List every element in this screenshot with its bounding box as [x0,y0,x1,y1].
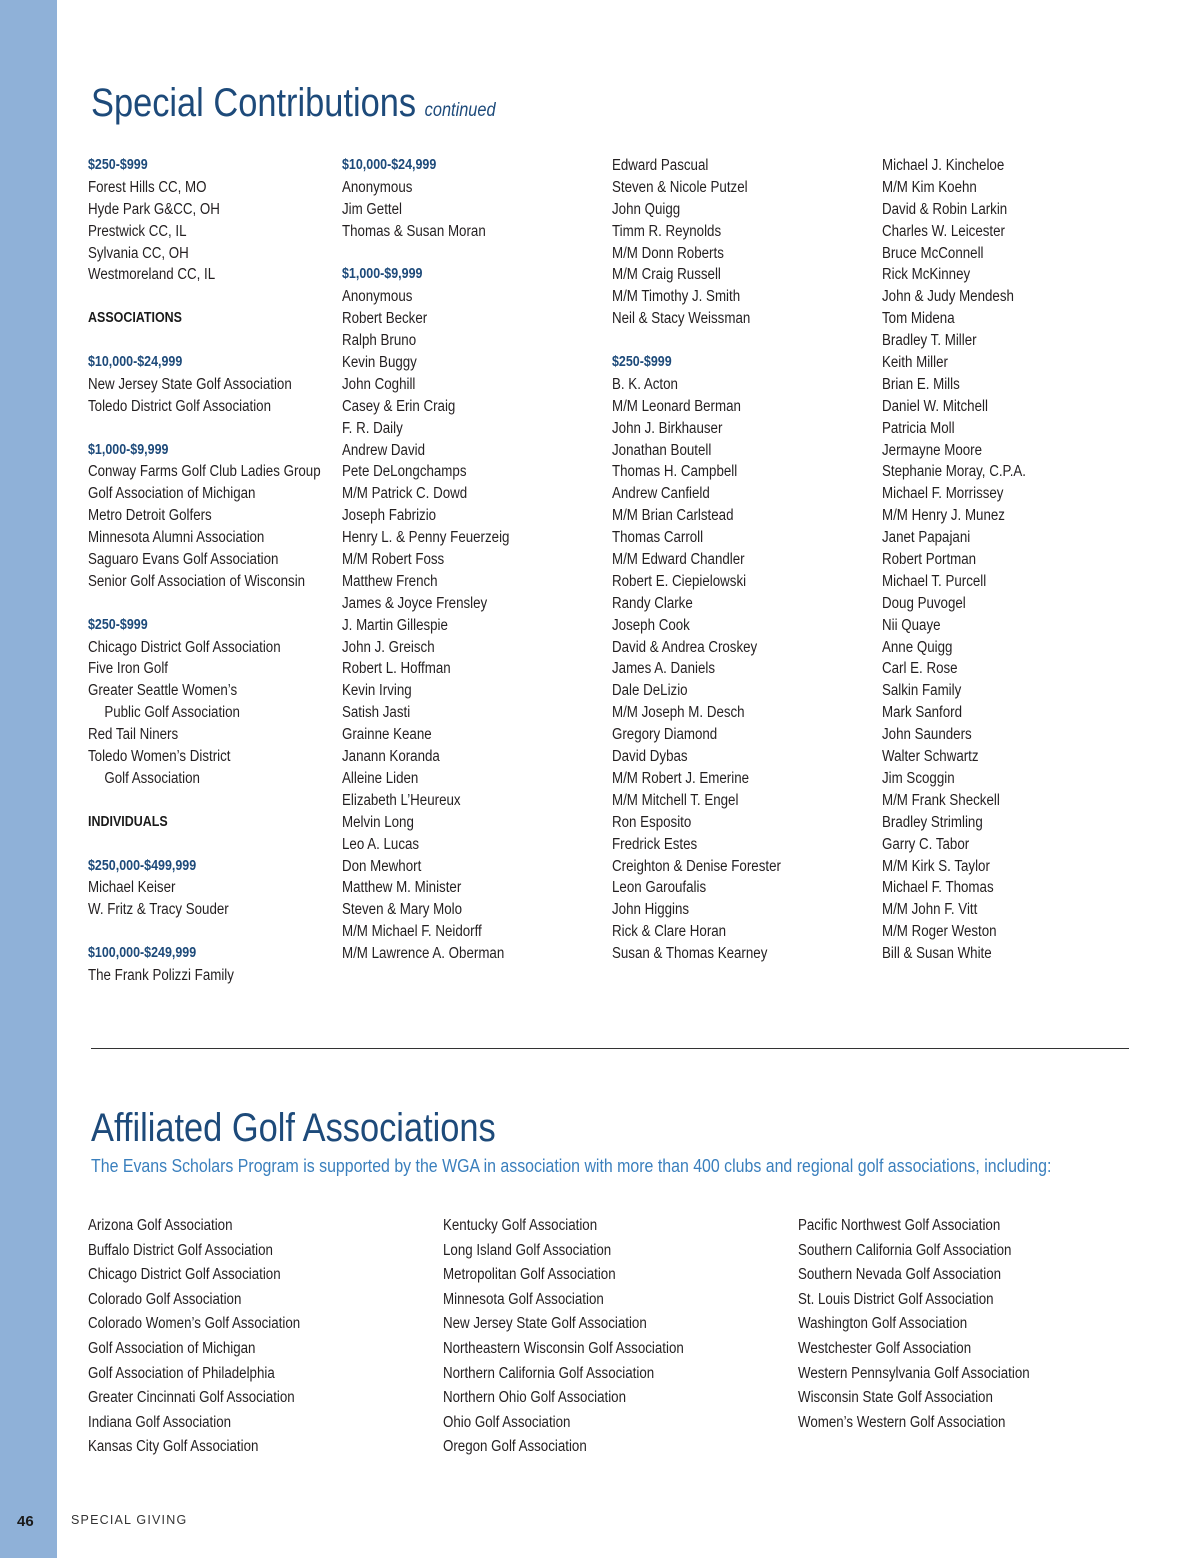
donor-name: John Saunders [882,726,972,744]
footer-section-label: SPECIAL GIVING [71,1513,188,1527]
donor-name: M/M Henry J. Munez [882,507,1005,525]
donor-name: Greater Seattle Women’s [88,682,238,700]
spacer [88,593,346,615]
donor-name: Michael T. Purcell [882,572,987,590]
donor-name: Pete DeLongchamps [342,463,467,481]
category-heading: INDIVIDUALS [88,813,168,830]
donor-name: M/M Kim Koehn [882,178,977,196]
donor-name: J. Martin Gillespie [342,616,448,634]
donor-name: John J. Birkhauser [612,419,723,437]
donor-name: Andrew David [342,441,425,459]
donor-name: M/M Michael F. Neidorff [342,923,482,941]
donor-name: Randy Clarke [612,594,693,612]
donor-name: Grainne Keane [342,726,432,744]
donor-name: David & Robin Larkin [882,200,1008,218]
donor-name: Melvin Long [342,813,414,831]
donor-name: Robert E. Ciepielowski [612,572,747,590]
spacer [88,921,346,943]
donor-name: Janet Papajani [882,529,971,547]
donor-name: M/M Craig Russell [612,266,721,284]
donor-name: Robert Portman [882,551,977,569]
donor-name: Golf Association of Michigan [88,485,256,503]
association-name: Northeastern Wisconsin Golf Association [443,1339,684,1357]
donor-name: Daniel W. Mitchell [882,397,988,415]
association-name: Colorado Women’s Golf Association [88,1315,301,1333]
donor-name: Jermayne Moore [882,441,983,459]
affiliated-title: Affiliated Golf Associations [91,1106,496,1150]
donor-name: Henry L. & Penny Feuerzeig [342,529,510,547]
donor-name: Ron Esposito [612,813,692,831]
association-name: Westchester Golf Association [798,1339,972,1357]
donor-name: Westmoreland CC, IL [88,266,216,284]
association-name: Kentucky Golf Association [443,1217,598,1234]
spacer [88,418,346,440]
giving-level-heading: $250-$999 [88,157,148,173]
association-name: Women’s Western Golf Association [798,1413,1006,1431]
donor-name: Edward Pascual [612,157,709,174]
donor-name: Jonathan Boutell [612,441,712,459]
association-name: Long Island Golf Association [443,1241,612,1259]
giving-level-heading: $10,000-$24,999 [342,157,437,173]
donor-name-continued: Public Golf Association [104,704,240,722]
donor-name: John Quigg [612,200,681,218]
donor-name: Joseph Cook [612,616,690,634]
association-name: Pacific Northwest Golf Association [798,1217,1001,1234]
spacer [342,243,600,265]
donor-name: M/M Roger Weston [882,923,997,941]
donor-name: John & Judy Mendesh [882,288,1014,306]
donor-name: F. R. Daily [342,419,403,437]
donor-name: Sylvania CC, OH [88,244,189,262]
donor-name: Brian E. Mills [882,375,960,393]
donor-name: M/M Patrick C. Dowd [342,485,468,503]
association-name: Metropolitan Golf Association [443,1266,616,1284]
donor-name: M/M Joseph M. Desch [612,704,745,722]
donor-name: Patricia Moll [882,419,955,437]
association-name: Southern California Golf Association [798,1241,1012,1259]
donor-name: Michael Keiser [88,879,176,897]
page-number: 46 [17,1513,34,1530]
affiliated-subtitle: The Evans Scholars Program is supported by the WGA in association with more than 400 clubs and regional golf associations, including: [91,1155,1052,1176]
donor-name: M/M Timothy J. Smith [612,288,741,306]
donor-name: Prestwick CC, IL [88,222,187,240]
donor-name: Rick McKinney [882,266,971,284]
association-name: Oregon Golf Association [443,1438,587,1456]
donor-name: Matthew French [342,572,438,590]
donor-name: Doug Puvogel [882,594,966,612]
donor-name: Leon Garoufalis [612,879,707,897]
association-name: Greater Cincinnati Golf Association [88,1389,295,1407]
donor-name: Don Mewhort [342,857,422,875]
donor-name: Creighton & Denise Forester [612,857,781,875]
donor-name: Leo A. Lucas [342,835,420,853]
donor-name: Forest Hills CC, MO [88,178,207,196]
donor-name: Keith Miller [882,354,948,372]
donor-name: Elizabeth L’Heureux [342,791,461,809]
donor-name: Janann Koranda [342,748,440,766]
donor-name: Chicago District Golf Association [88,638,281,656]
donor-name: M/M Lawrence A. Oberman [342,945,505,963]
donor-name: The Frank Polizzi Family [88,966,234,984]
donor-name: Minnesota Alumni Association [88,529,265,547]
donor-name: Stephanie Moray, C.P.A. [882,463,1026,481]
category-heading: ASSOCIATIONS [88,310,182,327]
giving-level-heading: $250-$999 [88,616,148,633]
donor-name: Nii Quaye [882,616,941,634]
spacer [612,330,870,352]
association-name: Washington Golf Association [798,1315,968,1333]
donor-name: Alleine Liden [342,769,419,787]
donor-name: Senior Golf Association of Wisconsin [88,572,306,590]
association-name: Northern California Golf Association [443,1364,655,1382]
association-name: Golf Association of Michigan [88,1339,256,1357]
spacer [88,286,346,308]
donor-name: M/M Brian Carlstead [612,507,734,525]
association-name: Northern Ohio Golf Association [443,1389,627,1407]
donor-name: Susan & Thomas Kearney [612,945,768,963]
association-name: Minnesota Golf Association [443,1290,604,1308]
donor-name: John Higgins [612,901,690,919]
spacer [88,330,346,352]
donor-name-continued: Golf Association [104,769,200,787]
sidebar-accent [0,0,57,1558]
association-name: Southern Nevada Golf Association [798,1266,1002,1284]
donor-name: Bruce McConnell [882,244,984,262]
donor-name: Michael F. Morrissey [882,485,1004,503]
donor-name: Timm R. Reynolds [612,222,722,240]
giving-level-heading: $250,000-$499,999 [88,857,197,874]
donor-name: M/M Frank Sheckell [882,791,1000,809]
association-name: Chicago District Golf Association [88,1266,281,1284]
donor-name: Andrew Canfield [612,485,710,503]
donor-name: Kevin Buggy [342,354,417,372]
donor-name: John Coghill [342,375,416,393]
contributions-column-4 [882,155,1142,965]
donor-name: Tom Midena [882,310,955,328]
donor-name: Anne Quigg [882,638,953,656]
donor-name: Garry C. Tabor [882,835,970,853]
donor-name: M/M Robert Foss [342,551,445,569]
donor-name: Five Iron Golf [88,660,169,678]
donor-name: M/M Mitchell T. Engel [612,791,739,809]
donor-name: Anonymous [342,178,413,196]
donor-name: Kevin Irving [342,682,412,700]
donor-name: Michael J. Kincheloe [882,157,1005,174]
donor-name: Neil & Stacy Weissman [612,310,751,328]
donor-name: Gregory Diamond [612,726,718,744]
donor-name: Toledo District Golf Association [88,397,272,415]
donor-name: Robert Becker [342,310,428,328]
donor-name: Hyde Park G&CC, OH [88,200,220,218]
spacer [88,790,346,812]
donor-name: M/M Robert J. Emerine [612,769,750,787]
affiliated-column-1 [88,1214,428,1460]
association-name: St. Louis District Golf Association [798,1290,994,1308]
donor-name: Bradley T. Miller [882,332,977,350]
donor-name: W. Fritz & Tracy Souder [88,901,229,919]
donor-name: Steven & Mary Molo [342,901,463,919]
donor-name: Jim Scoggin [882,769,955,787]
contributions-column-3 [612,155,872,965]
donor-name: David & Andrea Croskey [612,638,758,656]
donor-name: James A. Daniels [612,660,715,678]
association-name: Western Pennsylvania Golf Association [798,1364,1030,1382]
donor-name: James & Joyce Frensley [342,594,488,612]
association-name: Indiana Golf Association [88,1413,232,1431]
association-name: Arizona Golf Association [88,1217,233,1234]
donor-name: Rick & Clare Horan [612,923,727,941]
donor-name: B. K. Acton [612,375,678,393]
special-contributions-title [91,83,496,123]
donor-name: M/M Edward Chandler [612,551,745,569]
donor-name: Casey & Erin Craig [342,397,456,415]
donor-name: Joseph Fabrizio [342,507,437,525]
giving-level-heading: $100,000-$249,999 [88,945,197,962]
giving-level-heading: $10,000-$24,999 [88,354,183,371]
association-name: Wisconsin State Golf Association [798,1389,993,1407]
giving-level-heading: $1,000-$9,999 [88,441,169,458]
donor-name: Salkin Family [882,682,962,700]
donor-name: Thomas Carroll [612,529,704,547]
donor-name: Steven & Nicole Putzel [612,178,748,196]
spacer [88,834,346,856]
donor-name: Thomas H. Campbell [612,463,738,481]
donor-name: Red Tail Niners [88,726,179,744]
association-name: Colorado Golf Association [88,1290,242,1308]
association-name: New Jersey State Golf Association [443,1315,647,1333]
giving-level-heading: $1,000-$9,999 [342,266,423,283]
affiliated-column-2 [443,1214,783,1460]
donor-name: Carl E. Rose [882,660,958,678]
donor-name: Toledo Women’s District [88,748,231,766]
contributions-column-2 [342,155,602,965]
contributions-column-1 [88,155,348,987]
donor-name: M/M Kirk S. Taylor [882,857,990,875]
donor-name: Matthew M. Minister [342,879,462,897]
donor-name: Thomas & Susan Moran [342,222,486,240]
donor-name: New Jersey State Golf Association [88,375,292,393]
association-name: Ohio Golf Association [443,1413,571,1431]
donor-name: M/M Leonard Berman [612,397,741,415]
donor-name: Anonymous [342,288,413,306]
association-name: Golf Association of Philadelphia [88,1364,275,1382]
donor-name: Jim Gettel [342,200,402,218]
donor-name: Metro Detroit Golfers [88,507,212,525]
donor-name: Bradley Strimling [882,813,983,831]
giving-level-heading: $250-$999 [612,354,672,371]
donor-name: Dale DeLizio [612,682,688,700]
section-divider [91,1048,1129,1049]
donor-name: David Dybas [612,748,688,766]
title-text: Special Contributions [91,81,417,125]
donor-name: M/M Donn Roberts [612,244,724,262]
association-name: Kansas City Golf Association [88,1438,259,1456]
donor-name: Saguaro Evans Golf Association [88,551,279,569]
donor-name: Walter Schwartz [882,748,979,766]
donor-name: Bill & Susan White [882,945,992,963]
donor-name: Fredrick Estes [612,835,698,853]
donor-name: Charles W. Leicester [882,222,1005,240]
donor-name: Mark Sanford [882,704,963,722]
affiliated-column-3 [798,1214,1138,1435]
donor-name: Satish Jasti [342,704,411,722]
donor-name: M/M John F. Vitt [882,901,978,919]
donor-name: John J. Greisch [342,638,435,656]
donor-name: Conway Farms Golf Club Ladies Group [88,463,321,481]
donor-name: Michael F. Thomas [882,879,994,897]
donor-name: Ralph Bruno [342,332,417,350]
association-name: Buffalo District Golf Association [88,1241,273,1259]
continued-label: continued [424,100,496,121]
donor-name: Robert L. Hoffman [342,660,451,678]
